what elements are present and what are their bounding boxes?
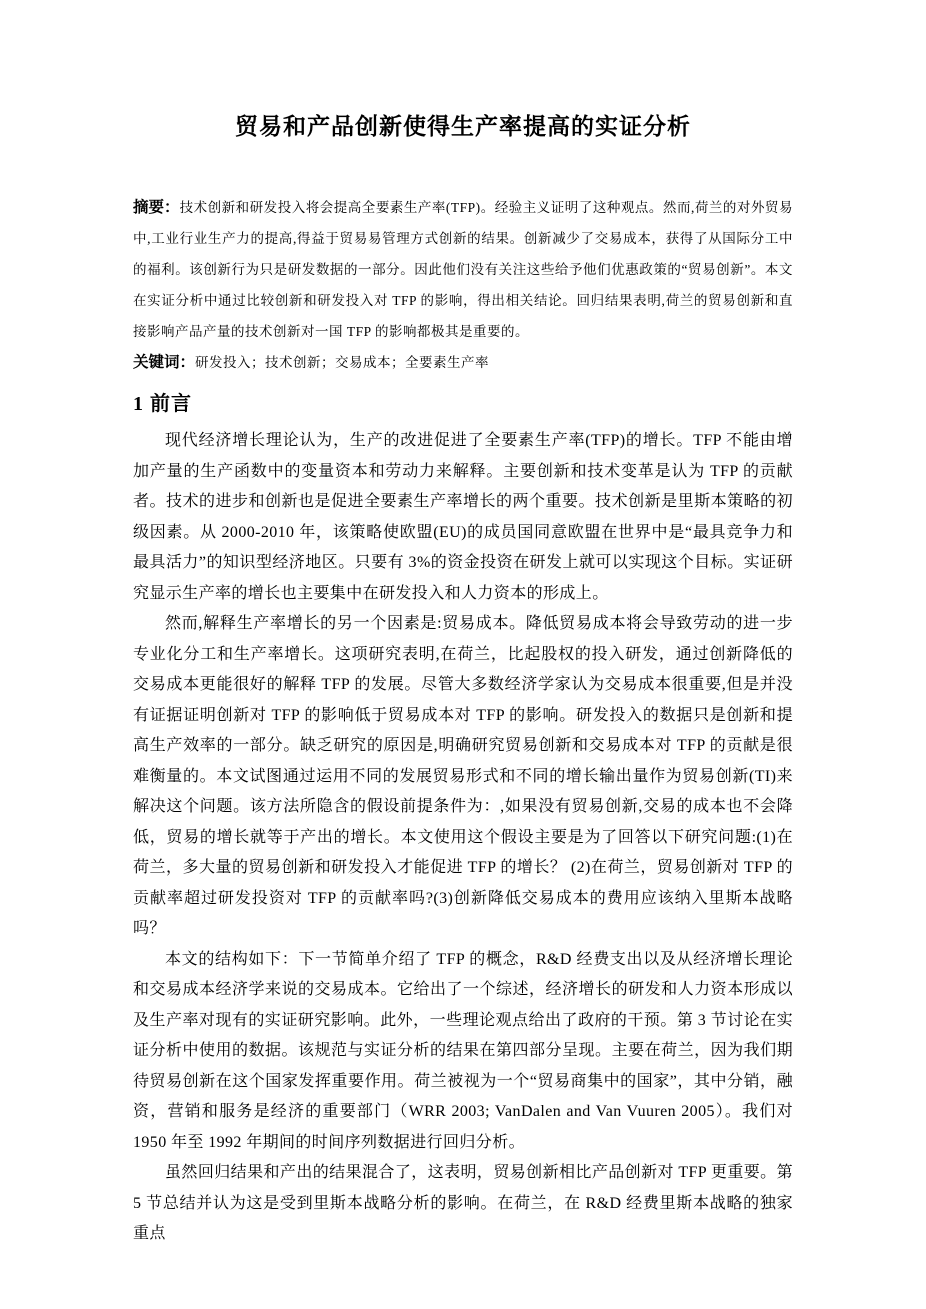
abstract-paragraph: [133, 192, 793, 347]
intro-paragraph-1: 现代经济增长理论认为，生产的改进促进了全要素生产率(TFP)的增长。TFP 不能由增加产量的生产函数中的变量资本和劳动力来解释。主要创新和技术变革是认为 TFP 的贡献者。技术的进步和创新也是促进全要素生产率增长的两个重要。技术创新是里斯本策略的初级因素。从 2000-2010 年，该策略使欧盟(EU)的成员国同意欧盟在世界中是“最具竞争力和最具活力”的知识型经济地区。只要有 3%的资金投资在研发上就可以实现这个目标。实证研究显示生产率的增长也主要集中在研发投入和人力资本的形成上。: [133, 432, 793, 602]
abstract-label: 摘要：: [133, 199, 180, 216]
document-title: 贸易和产品创新使得生产率提高的实证分析: [235, 114, 691, 139]
section-heading-introduction: 1 前言: [133, 393, 192, 415]
keywords-line: [133, 347, 793, 378]
intro-paragraph-4: 虽然回归结果和产出的结果混合了，这表明，贸易创新相比产品创新对 TFP 更重要。第 5 节总结并认为这是受到里斯本战略分析的影响。在荷兰，在 R&D 经费里斯本战略的独家重点: [133, 1164, 793, 1242]
intro-paragraph-3: 本文的结构如下：下一节简单介绍了 TFP 的概念，R&D 经费支出以及从经济增长理论和交易成本经济学来说的交易成本。它给出了一个综述，经济增长的研发和人力资本形成以及生产率对现有的实证研究影响。此外，一些理论观点给出了政府的干预。第 3 节讨论在实证分析中使用的数据。该规范与实证分析的结果在第四部分呈现。主要在荷兰，因为我们期待贸易创新在这个国家发挥重要作用。荷兰被视为一个“贸易商集中的国家”，其中分销，融资，营销和服务是经济的重要部门（WRR 2003; VanDalen and Van Vuuren 2005）。我们对 1950 年至 1992 年期间的时间序列数据进行回归分析。: [133, 950, 793, 1151]
intro-paragraph-2: 然而,解释生产率增长的另一个因素是:贸易成本。降低贸易成本将会导致劳动的进一步专业化分工和生产率增长。这项研究表明,在荷兰，比起股权的投入研发，通过创新降低的交易成本更能很好的解释 TFP 的发展。尽管大多数经济学家认为交易成本很重要,但是并没有证据证明创新对 TFP 的影响低于贸易成本对 TFP 的影响。研发投入的数据只是创新和提高生产效率的一部分。缺乏研究的原因是,明确研究贸易创新和交易成本对 TFP 的贡献是很难衡量的。本文试图通过运用不同的发展贸易形式和不同的增长输出量作为贸易创新(TI)来解决这个问题。该方法所隐含的假设前提条件为：,如果没有贸易创新,交易的成本也不会降低，贸易的增长就等于产出的增长。本文使用这个假设主要是为了回答以下研究问题:(1)在荷兰，多大量的贸易创新和研发投入才能促进 TFP 的增长？ (2)在荷兰，贸易创新对 TFP 的贡献率超过研发投资对 TFP 的贡献率吗?(3)创新降低交易成本的费用应该纳入里斯本战略吗？: [133, 615, 793, 937]
abstract-text: 技术创新和研发投入将会提高全要素生产率(TFP)。经验主义证明了这种观点。然而,荷兰的对外贸易中,工业行业生产力的提高,得益于贸易易管理方式创新的结果。创新减少了交易成本，获得了从国际分工中的福利。该创新行为只是研发数据的一部分。因此他们没有关注这些给予他们优惠政策的“贸易创新”。本文在实证分析中通过比较创新和研发投入对 TFP 的影响，得出相关结论。回归结果表明,荷兰的贸易创新和直接影响产品产量的技术创新对一国 TFP 的影响都极其是重要的。: [133, 200, 793, 339]
keywords-text: 研发投入；技术创新；交易成本；全要素生产率: [195, 355, 490, 370]
keywords-label: 关键词：: [133, 354, 196, 371]
